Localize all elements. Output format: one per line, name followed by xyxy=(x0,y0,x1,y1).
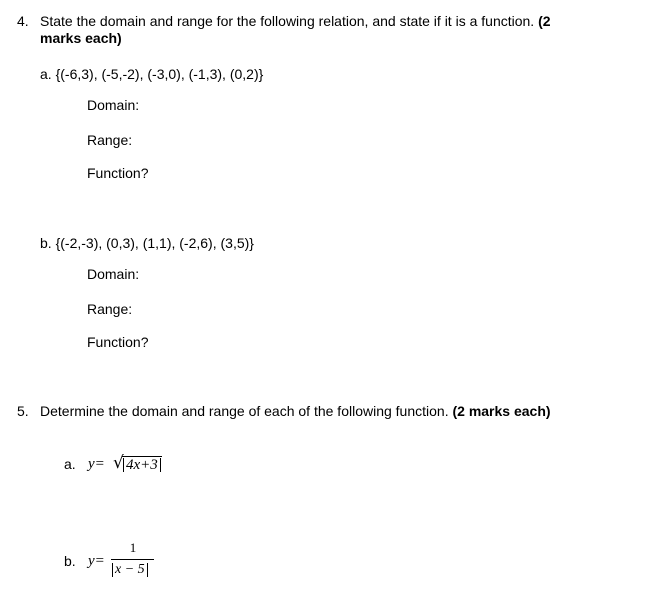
q5b-label: b. xyxy=(64,553,76,569)
q4b-range-label: Range: xyxy=(87,301,133,317)
q4a-range-label: Range: xyxy=(87,132,133,148)
q5-prompt-text: Determine the domain and range of each of the following function. xyxy=(40,403,449,419)
q4b-domain-label: Domain: xyxy=(87,266,140,282)
q5a-radicand-box: 4x+3 xyxy=(123,458,161,472)
q5b-denominator xyxy=(112,563,148,577)
q5-number: 5. xyxy=(17,403,29,419)
q5b-lhs: y= xyxy=(88,553,105,569)
q4-marks-start: (2 xyxy=(538,13,551,29)
q4b-relation: {(-2,-3), (0,3), (1,1), (-2,6), (3,5)} xyxy=(55,235,254,251)
q4-number: 4. xyxy=(17,13,29,29)
q5-prompt xyxy=(40,403,551,420)
q5b-numerator: 1 xyxy=(129,540,137,555)
q5a-radical-icon: √ xyxy=(113,453,124,473)
q4-prompt-text: State the domain and range for the following relation, and state if it is a function. xyxy=(40,13,535,29)
q5a-label: a. xyxy=(64,456,76,472)
q5b-fraction-bar xyxy=(111,559,154,560)
q4b-function-label: Function? xyxy=(87,334,149,350)
q5a-lhs: y= xyxy=(88,456,105,472)
q4a-label: a. xyxy=(40,66,52,82)
q4-marks-end: marks each) xyxy=(40,30,122,46)
q4a-item xyxy=(40,66,263,83)
q4a-function-label: Function? xyxy=(87,165,149,181)
q4b-item xyxy=(40,235,254,252)
q4a-relation: {(-6,3), (-5,-2), (-3,0), (-1,3), (0,2)} xyxy=(55,66,264,82)
q5a-radicand xyxy=(122,456,162,473)
q4a-domain-label: Domain: xyxy=(87,97,140,113)
q5-marks: (2 marks each) xyxy=(452,403,551,419)
q5b-denominator-box: x − 5 xyxy=(112,563,148,577)
q4b-label: b. xyxy=(40,235,52,251)
q4-prompt xyxy=(40,13,551,30)
